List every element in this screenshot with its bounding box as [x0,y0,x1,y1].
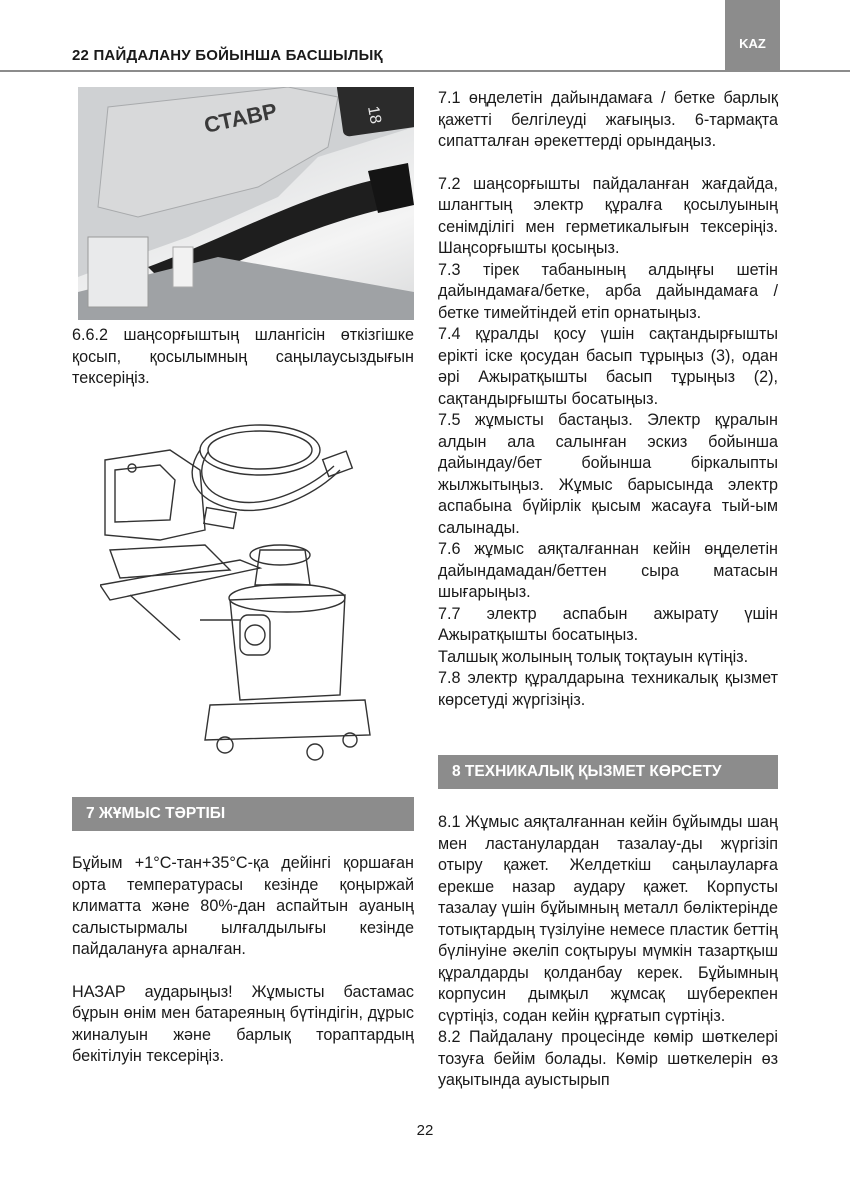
step-7-4: 7.4 құралды қосу үшін сақтандырғышты ерікті іске қосудан басып тұрыңыз (3), одан әрі Ажыратқышты басып тұрыңыз (2), сақтандырғышты босатыңыз. [438,325,778,408]
maintenance-8-2: 8.2 Пайдалану процесінде көмір шөткелері тозуға бейім болады. Көмір шөткелерін өз уақытында ауыстырып [438,1028,778,1089]
operating-conditions-paragraph: Бұйым +1°С-тан+35°С-қа дейінгі қоршаған орта температурасы кезінде қоңыржай климатта және 80%-дан аспайтын ауаның салыстырмалы ылғалдылығы кезінде пайдалануға арналған. [72,854,414,958]
section-8-heading: 8 ТЕХНИКАЛЫҚ ҚЫЗМЕТ КӨРСЕТУ [438,755,778,789]
step-7-8: 7.8 электр құралдарына техникалық қызмет көрсетуді жүргізіңіз. [438,669,778,709]
brand-logo-text: СТАВР [201,98,280,138]
page-number: 22 [416,1122,434,1139]
attention-paragraph: НАЗАР аударыңыз! Жұмысты бастамас бұрын өнім мен батареяның бүтіндігін, дұрыс жиналуын және барлық тораптардың бекітілуін тексеріңіз. [72,982,414,1065]
jigsaw-hose-photo [78,87,414,320]
section-7-heading: 7 ЖҰМЫС ТӘРТІБІ [72,797,414,831]
hose-connection-caption: 6.6.2 шаңсорғыштың шлангісін өткізгішке қосып, қосылымның саңылаусыздығын тексеріңіз. [72,326,414,387]
step-7-6: 7.6 жұмыс аяқталғаннан кейін өңделетін дайындамадан/беттен сыра матасын шығарыңыз. [438,540,778,601]
vacuum-connection-drawing [100,410,400,770]
page-header-title: 22 ПАЙДАЛАНУ БОЙЫНША БАСШЫЛЫҚ [72,47,383,64]
language-tab: KAZ [725,0,780,70]
step-7-7-note: Талшық жолының толық тоқтауын күтіңіз. [438,647,749,666]
step-7-1: 7.1 өңделетін дайындамаға / бетке барлық қажетті белгілеуді жағыңыз. 6-тармақта сипатталған әрекеттерді орындаңыз. [438,89,778,150]
maintenance-8-1: 8.1 Жұмыс аяқталғаннан кейін бұйымды шаң мен ластанулардан тазалау-ды жүргізіп отыру қажет. Желдеткіш саңылауларға ерекше назар аудару қажет. Корпусты тазалау үшін бұйымның металл бөліктерінде тотықтардың түзілуіне немесе пластик беттің бүлінуіне әкеліп соқтыруы мүмкін тазартқыш құралдарды қолданбау керек. Бұйымның корпусин дымқыл жұмсақ шүберекпен сүртіңіз, содан кейін құрғатып сүртіңіз. [438,813,778,1025]
step-7-2: 7.2 шаңсорғышты пайдаланған жағдайда, шлангтың электр құралға қосылуының сенімділігі мен герметикалығын тексеріңіз. Шаңсорғышты қосыңыз. [438,174,778,257]
step-7-5: 7.5 жұмысты бастаңыз. Электр құралын алдын ала салынған эскиз бойынша дайындау/бет бойынша біркалыпты жылжытыңыз. Жұмыс барысында электр аспабына бүйірлік қысым жасауға тый-ым салынады. [438,411,778,537]
header-divider [0,70,850,72]
step-7-7: 7.7 электр аспабын ажырату үшін Ажыратқышты босатыңыз. [438,604,778,644]
step-7-3: 7.3 тірек табанының алдыңғы шетін дайындамаға/бетке, арба дайындамаға / бетке тимейтіндей етіп орнатыңыз. [438,260,778,322]
jigsaw-photo-illustration [78,87,414,320]
battery-label: 18 [364,104,384,126]
